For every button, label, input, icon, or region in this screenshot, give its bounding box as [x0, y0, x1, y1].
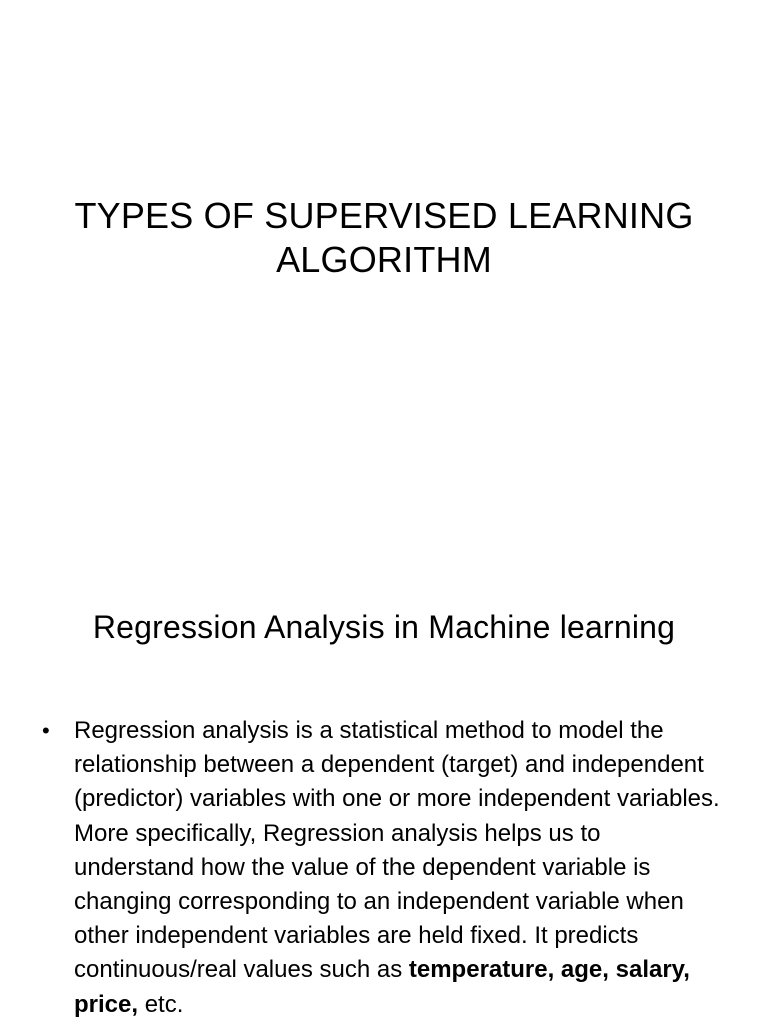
- bullet-text: Regression analysis is a statistical method to model the relationship between a dependent (target) and independent (predictor) variables with one or more independent variables. More specifically, Regression analysis helps us to understand how the value of the dependent variable is changing corresponding to an independent variable when other independent variables are held fixed. It predicts continuous/real values such as: [74, 717, 720, 984]
- bullet-marker: •: [42, 718, 50, 743]
- bullet-text-bold: temperature, age, salary, price,: [74, 956, 690, 1018]
- slide-title: TYPES OF SUPERVISED LEARNING ALGORITHM: [74, 195, 694, 280]
- bullet-text-end: etc.: [138, 990, 184, 1018]
- bullet-item: [42, 714, 722, 1022]
- bullet-list: [42, 714, 722, 1022]
- slide-title: Regression Analysis in Machine learning: [92, 609, 676, 645]
- slide-2: [0, 576, 768, 1024]
